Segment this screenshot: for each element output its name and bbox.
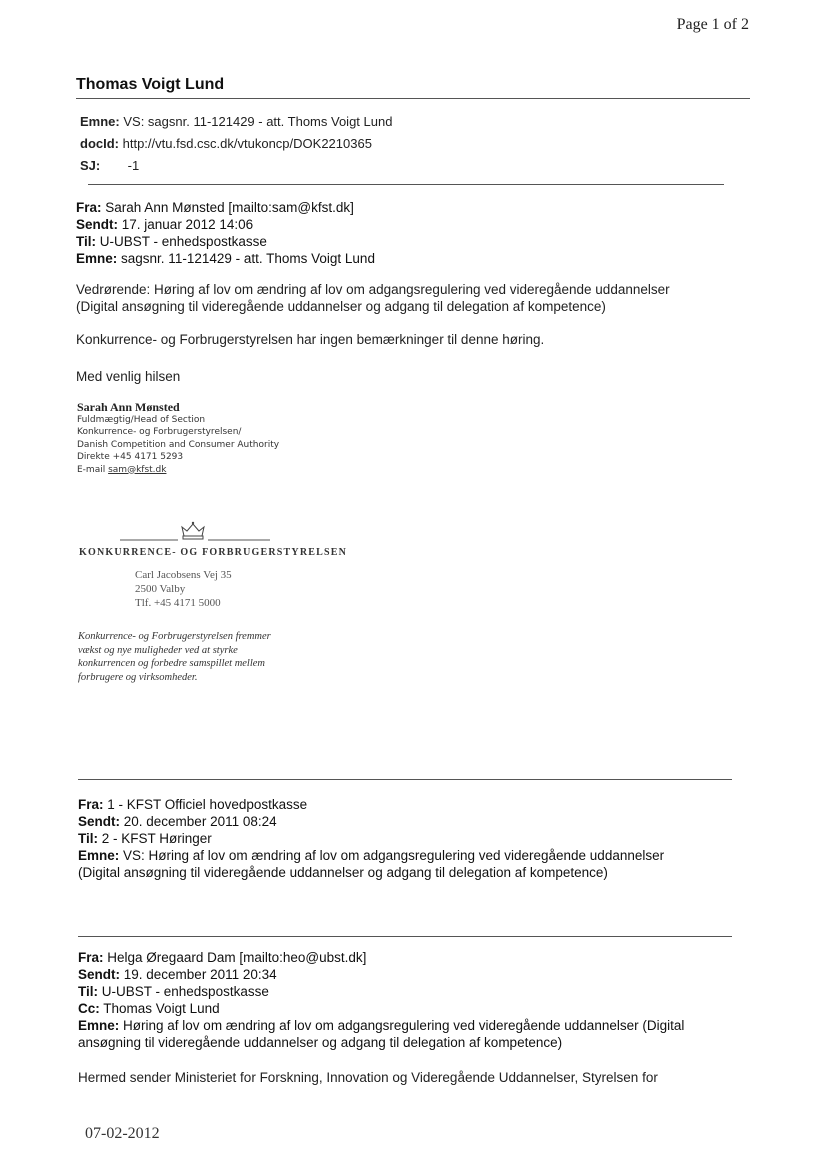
- body-line: (Digital ansøgning til videregående uddannelser og adgang til delegation af kompetence): [76, 299, 606, 314]
- sent-value: 19. december 2011 20:34: [123, 967, 277, 982]
- subject-value: Høring af lov om ændring af lov om adgangsregulering ved videregående uddannelser (Digital: [123, 1018, 685, 1033]
- to-value: U-UBST - enhedspostkasse: [101, 984, 269, 999]
- meta-row-subject: [80, 111, 392, 133]
- divider: [76, 98, 750, 99]
- divider: [78, 779, 732, 780]
- crown-logo-icon: [120, 520, 270, 546]
- signature-name: Sarah Ann Mønsted: [77, 400, 180, 414]
- to-label: Til:: [76, 234, 96, 249]
- email2-header: [78, 796, 664, 881]
- subject-continued: (Digital ansøgning til videregående uddannelser og adgang til delegation af kompetence): [78, 865, 608, 880]
- subject-value: sagsnr. 11-121429 - att. Thoms Voigt Lund: [121, 251, 375, 266]
- sent-label: Sendt:: [78, 814, 120, 829]
- meta-key: docId:: [80, 136, 119, 151]
- signature-org-en: Danish Competition and Consumer Authority: [77, 439, 280, 450]
- meta-row-docid: [80, 133, 392, 155]
- document-owner: Thomas Voigt Lund: [76, 76, 225, 93]
- address-street: Carl Jacobsens Vej 35: [135, 569, 232, 581]
- signature-org-dk: Konkurrence- og Forbrugerstyrelsen/: [77, 427, 242, 437]
- subject-value: VS: Høring af lov om ændring af lov om adgangsregulering ved videregående uddannelser: [123, 848, 665, 863]
- meta-row-sj: [80, 155, 392, 177]
- divider: [78, 936, 732, 937]
- divider: [88, 184, 724, 185]
- cc-label: Cc:: [78, 1001, 100, 1016]
- meta-value: -1: [127, 158, 140, 173]
- to-label: Til:: [78, 831, 98, 846]
- subject-label: Emne:: [78, 848, 120, 863]
- page-number: Page 1 of 2: [676, 16, 749, 33]
- address-block: [135, 568, 232, 610]
- slogan-line: Konkurrence- og Forbrugerstyrelsen fremmer: [78, 631, 271, 642]
- sent-label: Sendt:: [78, 967, 120, 982]
- address-city: 2500 Valby: [135, 583, 186, 595]
- subject-label: Emne:: [76, 251, 118, 266]
- signature-email-label: E-mail: [77, 464, 106, 475]
- email3-body: Hermed sender Ministeriet for Forskning, Innovation og Videregående Uddannelser, Styrelsen for: [78, 1070, 658, 1085]
- email1-paragraph: Konkurrence- og Forbrugerstyrelsen har ingen bemærkninger til denne høring.: [76, 332, 545, 347]
- sent-value: 17. januar 2012 14:06: [121, 217, 254, 232]
- cc-value: Thomas Voigt Lund: [103, 1001, 220, 1016]
- meta-key: SJ:: [80, 158, 101, 173]
- email1-header: [76, 199, 375, 267]
- email1-closing: Med venlig hilsen: [76, 369, 181, 384]
- subject-continued: ansøgning til videregående uddannelser og adgang til delegation af kompetence): [78, 1035, 563, 1050]
- email3-header: [78, 949, 684, 1051]
- from-value: Sarah Ann Mønsted [mailto:sam@kfst.dk]: [105, 200, 354, 215]
- to-value: U-UBST - enhedspostkasse: [99, 234, 267, 249]
- sent-value: 20. december 2011 08:24: [123, 814, 277, 829]
- from-value: Helga Øregaard Dam [mailto:heo@ubst.dk]: [107, 950, 367, 965]
- metadata-block: [80, 111, 392, 177]
- signature-email-row: [77, 464, 279, 477]
- body-line: Vedrørende: Høring af lov om ændring af lov om adgangsregulering ved videregående uddannelser: [76, 282, 670, 297]
- address-phone: Tlf. +45 4171 5000: [135, 597, 221, 609]
- date-stamp: 07-02-2012: [85, 1125, 160, 1142]
- meta-key: Emne:: [80, 114, 120, 129]
- to-label: Til:: [78, 984, 98, 999]
- from-label: Fra:: [76, 200, 102, 215]
- slogan-line: konkurrencen og forbedre samspillet mellem: [78, 658, 266, 669]
- sent-label: Sendt:: [76, 217, 118, 232]
- from-label: Fra:: [78, 950, 104, 965]
- slogan-line: forbrugere og virksomheder.: [78, 671, 198, 683]
- logo-text: KONKURRENCE- OG FORBRUGERSTYRELSEN: [79, 547, 348, 558]
- slogan: [78, 630, 271, 684]
- signature-title: Fuldmægtig/Head of Section: [77, 414, 206, 425]
- slogan-line: vækst og nye muligheder ved at styrke: [78, 644, 238, 656]
- subject-label: Emne:: [78, 1018, 120, 1033]
- signature-email-link[interactable]: sam@kfst.dk: [108, 464, 167, 475]
- meta-value: http://vtu.fsd.csc.dk/vtukoncp/DOK2210365: [122, 136, 372, 151]
- signature-phone: Direkte +45 4171 5293: [77, 452, 184, 462]
- from-label: Fra:: [78, 797, 104, 812]
- to-value: 2 - KFST Høringer: [101, 831, 212, 846]
- signature-block: [77, 401, 279, 476]
- email1-body: [76, 281, 670, 315]
- from-value: 1 - KFST Officiel hovedpostkasse: [107, 797, 308, 812]
- meta-value: VS: sagsnr. 11-121429 - att. Thoms Voigt Lund: [123, 114, 393, 129]
